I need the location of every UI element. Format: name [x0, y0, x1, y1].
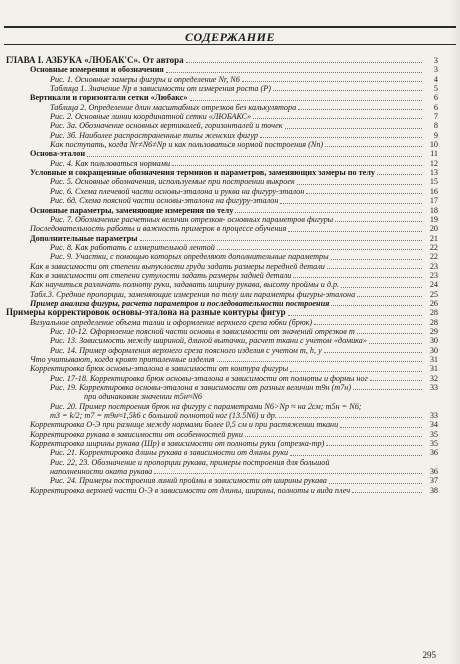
dot-leader	[298, 109, 422, 110]
dot-leader	[217, 361, 422, 362]
toc-entry[interactable]	[6, 336, 438, 345]
toc-entry-title: Рис. 14. Пример оформления верхнего среза поясного изделия с учетом m, h, y	[50, 345, 322, 355]
toc-entry[interactable]	[6, 131, 438, 140]
dot-leader	[273, 90, 422, 91]
toc-entry[interactable]	[6, 112, 438, 121]
toc-entry-title: Вертикали и горизонтали сетки «Любакс»	[30, 93, 188, 103]
toc-entry-title: Корректировка верхней части О-Э в зависимости от длины, ширины, полноты и вида плеч	[30, 485, 351, 495]
toc-entry-title: Как в зависимости от степени сутулости задать размеры задней детали	[30, 270, 292, 280]
toc-entry-title: Основные параметры, заменяющие измерения по телу	[30, 205, 234, 215]
toc-entry-page: 35	[429, 429, 438, 439]
dot-leader	[280, 203, 422, 204]
toc-entry-title: Пример анализа фигуры, расчета параметров и последовательности построения	[30, 298, 330, 308]
toc-entry-title: Рис. 20. Пример построения брюк на фигуру с параметрами N6>Np ≈ на 2см; m5н = N6;	[50, 401, 362, 411]
toc-entry-page: 34	[429, 420, 438, 430]
toc-entry[interactable]	[6, 168, 438, 177]
toc-entry-title: ГЛАВА I. АЗБУКА «ЛЮБАК'С». От автора	[6, 56, 184, 65]
toc-entry[interactable]	[6, 280, 438, 289]
toc-entry-page: 4	[433, 74, 438, 84]
toc-entry-page: 33	[429, 383, 438, 393]
dot-leader	[335, 221, 422, 222]
toc-entry[interactable]	[6, 420, 438, 429]
dot-leader	[217, 249, 422, 250]
toc-entry[interactable]	[6, 103, 438, 112]
toc-entry-page: 3	[433, 56, 438, 65]
toc-entry[interactable]	[6, 196, 438, 205]
toc-entry-title: Что учитывают, когда кроят приталенные изделия	[30, 355, 215, 364]
dot-leader	[340, 427, 422, 428]
toc-entry-page: 16	[429, 186, 438, 196]
toc-entry-title: Рис. 1. Основные замеры фигуры и определение Nr, N6	[50, 74, 240, 84]
dot-leader	[260, 137, 422, 138]
toc-entry-page: 6	[433, 102, 438, 112]
table-of-contents	[6, 56, 438, 495]
toc-entry[interactable]	[6, 252, 438, 261]
toc-entry-title: Дополнительные параметры	[30, 233, 138, 243]
toc-entry-title: Основа-эталон	[30, 149, 86, 159]
toc-entry-page: 29	[429, 326, 438, 336]
toc-entry-title: Рис. 8. Как работать с измерительной лентой	[50, 242, 215, 252]
dot-leader	[235, 212, 422, 213]
toc-entry[interactable]	[6, 149, 438, 158]
dot-leader	[87, 156, 422, 157]
toc-entry-page: 22	[429, 252, 438, 262]
toc-entry[interactable]	[6, 402, 438, 411]
toc-entry-page: 21	[429, 233, 438, 243]
toc-entry-page: 26	[429, 298, 438, 308]
toc-entry-title: Табл.3. Средние пропорции, заменяющие измерения по телу или параметры фигуры-эталона	[30, 289, 356, 299]
toc-entry-page: 8	[433, 121, 438, 131]
toc-entry[interactable]	[6, 299, 438, 308]
dot-leader	[377, 174, 422, 175]
toc-entry-title: Последовательность работы и важность примерок в процессе обучения	[30, 224, 287, 234]
toc-entry-page: 32	[429, 373, 438, 383]
toc-entry[interactable]	[6, 439, 438, 448]
toc-entry[interactable]	[6, 187, 438, 196]
dot-leader	[290, 371, 422, 372]
toc-entry-title: Как поступать, когда Nr≠N6≠Np и как пользоваться нормой построения (Nn)	[50, 140, 324, 150]
toc-entry[interactable]	[6, 140, 438, 149]
toc-entry-title: Рис. 6д. Схема поясной части основы-эталона на фигуру-эталон	[50, 196, 279, 206]
toc-entry[interactable]	[6, 392, 438, 401]
toc-entry[interactable]	[6, 364, 438, 373]
toc-entry-title: Таблица 2. Определение длин масштабных отрезков без калькулятора	[50, 102, 297, 112]
toc-entry[interactable]	[6, 234, 438, 243]
toc-entry-page: 5	[433, 84, 438, 94]
toc-entry-title: Рис. 2. Основные линии координатной сетки «ЛЮБАКС»	[50, 112, 252, 122]
toc-entry-title: Корректировка ширины рукава (Шр) в зависимости от полноты руки (отрезка-тр)	[30, 439, 325, 449]
toc-entry-title: Рис. 13. Зависимость между шириной, длиной вытачки, расчет ткани с учетом «домика»	[50, 336, 367, 346]
toc-entry[interactable]	[6, 448, 438, 457]
dot-leader	[297, 184, 422, 185]
toc-entry-title: Рис. 6. Схема плечевой части основы-эталона и руква на фигуру-эталон	[50, 186, 305, 196]
dot-leader	[329, 483, 422, 484]
toc-entry[interactable]	[6, 215, 438, 224]
toc-entry-page: 23	[429, 270, 438, 280]
toc-entry[interactable]	[6, 75, 438, 84]
toc-entry-page: 28	[429, 308, 438, 318]
toc-entry-page: 30	[429, 345, 438, 355]
dot-leader	[288, 231, 422, 232]
toc-entry-page: 36	[429, 448, 438, 458]
toc-entry-page: 13	[429, 168, 438, 178]
toc-entry-title: Рис. 7. Обозначение расчетных величин отрезков- основных параметров фигуры	[50, 214, 334, 224]
dot-leader	[357, 333, 422, 334]
toc-entry[interactable]	[6, 93, 438, 102]
toc-entry[interactable]	[6, 374, 438, 383]
page-title: СОДЕРЖАНИЕ	[185, 30, 275, 44]
dot-leader	[190, 100, 423, 101]
toc-entry-page: 38	[429, 485, 438, 495]
toc-entry-page: 12	[429, 158, 438, 168]
toc-entry-title: при одинаковом значении m5н≈N6	[84, 392, 203, 402]
toc-entry-page: 20	[429, 224, 438, 234]
toc-entry-title: Рис. 3а. Обозначение основных вертикалей, горизонталей и точек	[50, 121, 283, 131]
toc-entry-title: Рис. 21. Корректировка длины рукава в зависимости от длины руки	[50, 448, 289, 458]
toc-entry[interactable]	[6, 308, 438, 317]
dot-leader	[186, 62, 422, 63]
toc-entry-page: 17	[429, 196, 438, 206]
toc-entry[interactable]	[6, 206, 438, 215]
dot-leader	[172, 165, 422, 166]
toc-entry-page: 15	[429, 177, 438, 187]
toc-entry-title: наполненности оката рукава	[50, 467, 153, 477]
toc-entry-page: 18	[429, 205, 438, 215]
toc-entry-title: Рис. 5. Основные обозначения, используемые при построении выкроек	[50, 177, 295, 187]
toc-entry-title: Рис. 19. Корректировка основы-эталона в зависимости от разных величин m9н (m7н)	[50, 383, 352, 393]
dot-leader	[290, 455, 422, 456]
toc-entry-title: Рис. 24. Примеры построения линий проймы в зависимости от ширины рукава	[50, 476, 327, 486]
toc-entry[interactable]	[6, 84, 438, 93]
dot-leader	[242, 81, 422, 82]
dot-leader	[253, 118, 422, 119]
dot-leader	[325, 146, 422, 147]
dot-leader	[341, 287, 422, 288]
toc-entry[interactable]	[6, 290, 438, 299]
toc-entry-title: Визуальное определение объема талии и оформление верхнего среза юбки (брюк)	[30, 317, 313, 327]
dot-leader	[331, 259, 422, 260]
toc-entry-title: Рис. 17-18. Корректировка брюк основы-эталона в зависимости от полноты и формы ног	[50, 373, 368, 383]
dot-leader	[352, 492, 422, 493]
toc-entry-page: 31	[429, 355, 438, 364]
toc-entry[interactable]	[6, 65, 438, 74]
dot-leader	[285, 128, 422, 129]
toc-entry-page: 7	[433, 112, 438, 122]
toc-entry[interactable]	[6, 355, 438, 364]
toc-entry-title: Рис. 9. Участки, с помощью которых определяют дополнительные параметры	[50, 252, 329, 262]
header-band	[4, 26, 456, 45]
toc-entry[interactable]	[6, 411, 438, 420]
dot-leader	[154, 473, 422, 474]
dot-leader	[279, 417, 422, 418]
dot-leader	[326, 445, 422, 446]
dot-leader	[369, 343, 422, 344]
toc-entry[interactable]	[6, 476, 438, 485]
toc-entry-page: 28	[429, 317, 438, 327]
toc-entry-page: 25	[429, 289, 438, 299]
dot-leader	[293, 277, 422, 278]
dot-leader	[327, 268, 422, 269]
toc-entry-title: Как научиться различать полноту руки, задавать ширину рукава, высоту проймы и д.р.	[30, 280, 340, 290]
toc-entry-page: 30	[429, 336, 438, 346]
toc-entry[interactable]	[6, 318, 438, 327]
toc-entry-page: 22	[429, 242, 438, 252]
dot-leader	[370, 380, 422, 381]
toc-entry-page: 33	[429, 411, 438, 421]
toc-entry-page: 9	[433, 130, 438, 140]
toc-entry[interactable]	[6, 327, 438, 336]
toc-entry-title: Условные и сокращенные обозначения терминов и параметров, заменяющих замеры по телу	[30, 168, 375, 178]
toc-entry[interactable]	[6, 467, 438, 476]
toc-entry-page: 31	[429, 364, 438, 374]
toc-entry-page: 3	[433, 65, 438, 75]
toc-entry-title: Рис. 3б. Наиболее распространенные типы женских фигур	[50, 130, 258, 140]
toc-entry-title: Корректировка брюк основы-эталона в зависимости от контура фигуры	[30, 364, 289, 374]
dot-leader	[288, 315, 422, 316]
toc-entry[interactable]	[6, 430, 438, 439]
toc-entry-page: 11	[430, 149, 438, 159]
toc-entry[interactable]	[6, 383, 438, 392]
toc-entry[interactable]	[6, 243, 438, 252]
dot-leader	[353, 389, 422, 390]
dot-leader	[306, 193, 422, 194]
toc-entry-title: Рис. 4. Как пользоваться нормами	[50, 158, 171, 168]
toc-entry[interactable]	[6, 458, 438, 467]
toc-entry-page: 36	[429, 467, 438, 477]
dot-leader	[140, 240, 422, 241]
toc-entry-page: 10	[429, 140, 438, 150]
toc-entry[interactable]	[6, 262, 438, 271]
dot-leader	[166, 72, 422, 73]
toc-entry-title: Таблица 1. Значение Np в зависимости от измерения роста (Р)	[50, 84, 271, 94]
dot-leader	[245, 436, 422, 437]
toc-entry[interactable]	[6, 486, 438, 495]
dot-leader	[357, 296, 422, 297]
toc-entry[interactable]	[6, 224, 438, 233]
toc-entry-title: Корректировка О-Э при разнице между нормами более 0,5 см и при растяжении ткани	[30, 420, 339, 430]
dot-leader	[324, 352, 422, 353]
toc-entry-page: 37	[429, 476, 438, 486]
toc-entry-page: 35	[429, 439, 438, 449]
toc-entry-title: Примеры корректировок основы-эталона на разные контуры фигур	[6, 308, 286, 318]
toc-entry[interactable]	[6, 159, 438, 168]
dot-leader	[314, 324, 422, 325]
toc-entry[interactable]	[6, 271, 438, 280]
page-number: 295	[422, 650, 436, 660]
scan-edge-shadow	[450, 0, 460, 664]
toc-entry-title: Рис. 22, 23. Обозначение и пропорции рукава, примеры построения для большой	[50, 457, 330, 467]
toc-entry-page: 19	[429, 214, 438, 224]
toc-entry-page: 24	[429, 280, 438, 290]
toc-entry-title: m3 = k/2; m7 = m9н≈1,5k6 с большой полнотой ног (13.5N6) и др.	[50, 411, 277, 421]
toc-entry[interactable]	[6, 121, 438, 130]
toc-entry[interactable]	[6, 56, 438, 65]
toc-entry-page: 23	[429, 261, 438, 271]
toc-entry[interactable]	[6, 177, 438, 186]
dot-leader	[331, 305, 422, 306]
toc-entry-title: Как в зависимости от степени выпуклости груди задать размеры передней детали	[30, 261, 325, 271]
toc-entry-title: Рис. 10-12. Оформление поясной части основы в зависимости от значений отрезков m	[50, 326, 355, 336]
toc-entry-title: Основные измерения и обозначения	[30, 65, 164, 75]
toc-entry[interactable]	[6, 346, 438, 355]
toc-entry-page: 6	[433, 93, 438, 103]
toc-entry-title: Корректировка рукава в зависимости от особенностей руки	[30, 429, 243, 439]
